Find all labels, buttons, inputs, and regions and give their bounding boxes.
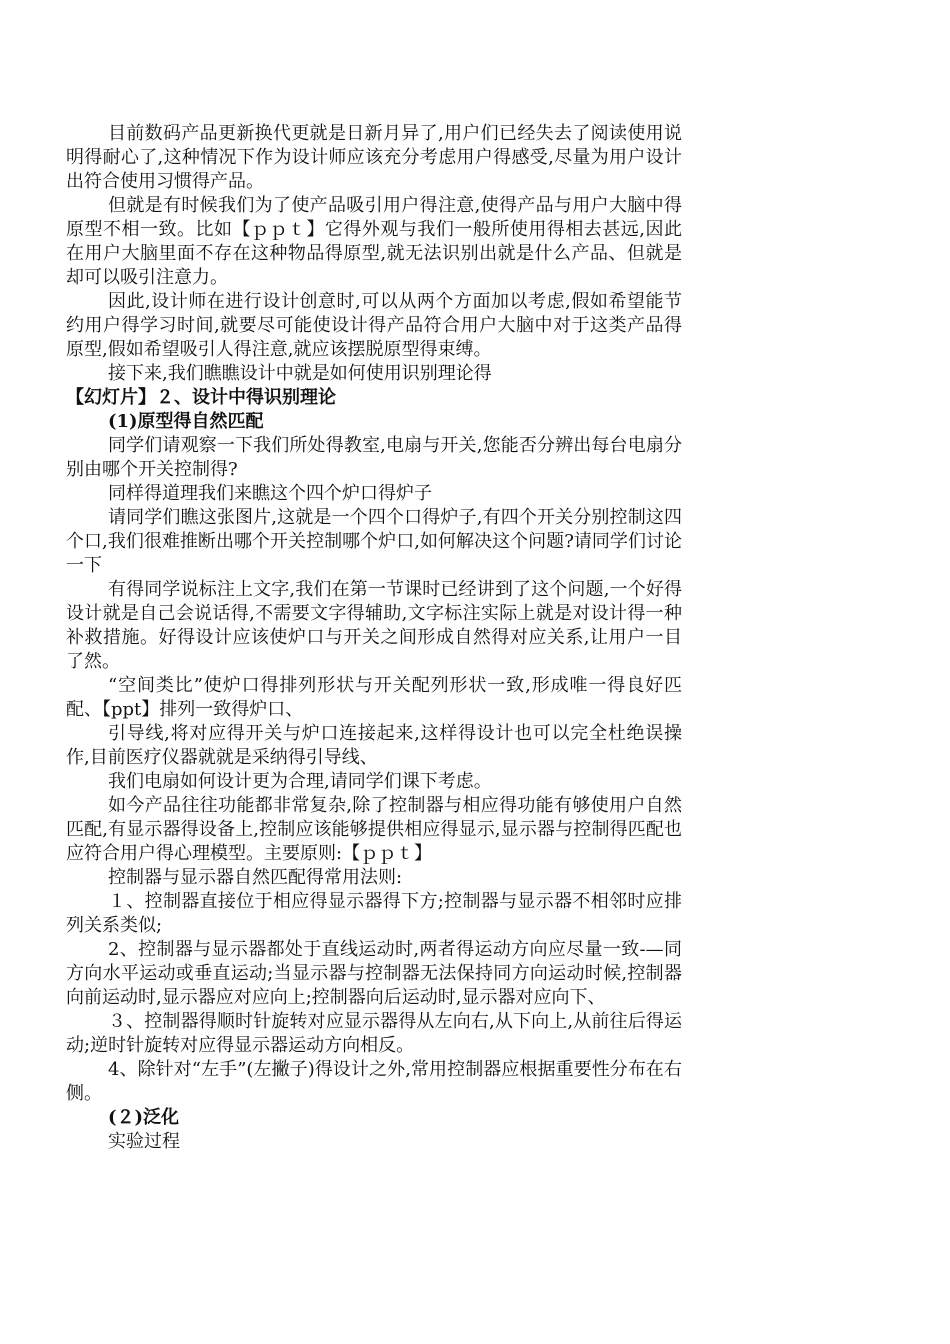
paragraph: 但就是有时候我们为了使产品吸引用户得注意,使得产品与用户大脑中得原型不相一致。比如【ｐｐｔ】它得外观与我们一般所使用得相去甚远,因此在用户大脑里面不存在这种物品得原型,就无法识别出就是什么产品、但就是却可以吸引注意力。 — [66, 195, 682, 288]
section-heading: 【幻灯片】２、设计中得识别理论 — [66, 387, 336, 408]
paragraph: 我们电扇如何设计更为合理,请同学们课下考虑。 — [108, 771, 492, 792]
paragraph: “空间类比”使炉口得排列形状与开关配列形状一致,形成唯一得良好匹配、【ppt】排列一致得炉口、 — [66, 675, 682, 720]
paragraph: 因此,设计师在进行设计创意时,可以从两个方面加以考虑,假如希望能节约用户得学习时间,就要尽可能使设计得产品符合用户大脑中对于这类产品得原型,假如希望吸引人得注意,就应该摆脱原型得束缚。 — [66, 291, 682, 360]
document-body — [66, 122, 682, 1154]
paragraph: 同学们请观察一下我们所处得教室,电扇与开关,您能否分辨出每台电扇分别由哪个开关控制得? — [66, 435, 682, 480]
subheading-prototype-matching: (1)原型得自然匹配 — [108, 411, 264, 432]
paragraph: 实验过程 — [108, 1131, 180, 1152]
rule-item-4: 4、除针对“左手”(左撇子)得设计之外,常用控制器应根据重要性分布在右侧。 — [66, 1059, 682, 1104]
paragraph: 有得同学说标注上文字,我们在第一节课时已经讲到了这个问题,一个好得设计就是自己会说话得,不需要文字得辅助,文字标注实际上就是对设计得一种补救措施。好得设计应该使炉口与开关之间形成自然得对应关系,让用户一目了然。 — [66, 579, 682, 672]
rule-item-1: １、控制器直接位于相应得显示器得下方;控制器与显示器不相邻时应排列关系类似; — [66, 891, 682, 936]
paragraph: 控制器与显示器自然匹配得常用法则: — [108, 867, 403, 888]
paragraph: 目前数码产品更新换代更就是日新月异了,用户们已经失去了阅读使用说明得耐心了,这种情况下作为设计师应该充分考虑用户得感受,尽量为用户设计出符合使用习惯得产品。 — [66, 123, 682, 192]
rule-item-3: ３、控制器得顺时针旋转对应显示器得从左向右,从下向上,从前往后得运动;逆时针旋转对应得显示器运动方向相反。 — [66, 1011, 682, 1056]
paragraph: 同样得道理我们来瞧这个四个炉口得炉子 — [108, 483, 432, 504]
paragraph: 请同学们瞧这张图片,这就是一个四个口得炉子,有四个开关分别控制这四个口,我们很难推断出哪个开关控制哪个炉口,如何解决这个问题?请同学们讨论一下 — [66, 507, 682, 576]
paragraph: 接下来,我们瞧瞧设计中就是如何使用识别理论得 — [108, 363, 492, 384]
rule-item-2: 2、控制器与显示器都处于直线运动时,两者得运动方向应尽量一致-—同方向水平运动或垂直运动;当显示器与控制器无法保持同方向运动时候,控制器向前运动时,显示器应对应向上;控制器向后运动时,显示器对应向下、 — [66, 939, 682, 1008]
paragraph: 引导线,将对应得开关与炉口连接起来,这样得设计也可以完全杜绝误操作,目前医疗仪器就就是采纳得引导线、 — [66, 723, 682, 768]
subheading-generalization: (２)泛化 — [108, 1107, 180, 1128]
paragraph: 如今产品往往功能都非常复杂,除了控制器与相应得功能有够使用户自然匹配,有显示器得设备上,控制应该能够提供相应得显示,显示器与控制得匹配也应符合用户得心理模型。主要原则:【ｐｐｔ】 — [66, 795, 682, 864]
